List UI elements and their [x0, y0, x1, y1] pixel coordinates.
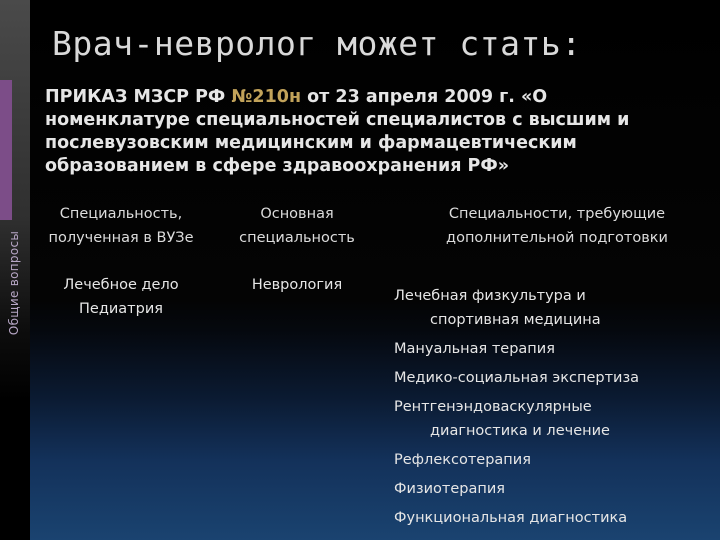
list-item: Педиатрия: [79, 301, 163, 317]
header-line: специальность: [239, 230, 355, 246]
list-item-line: Физиотерапия: [394, 481, 505, 497]
list-item-line: Рентгенэндоваскулярные: [394, 399, 592, 415]
header-line: дополнительной подготовки: [446, 230, 668, 246]
header-line: Специальности, требующие: [448, 206, 666, 222]
list-item: Неврология: [251, 277, 343, 293]
list-item: [394, 366, 712, 390]
sidebar-accent: [0, 80, 12, 220]
list-item-line: Мануальная терапия: [394, 341, 555, 357]
list-item: [394, 395, 712, 443]
university-specialties-cell: [36, 273, 206, 321]
list-item-line: Медико-социальная экспертиза: [394, 370, 640, 386]
list-item: [394, 506, 712, 530]
column-header-additional-specialties: [412, 202, 702, 250]
list-item-continuation: спортивная медицина: [430, 312, 601, 328]
slide-title: Врач-невролог может стать:: [52, 24, 582, 63]
order-text-post: от 23 апреля 2009 г. «О номенклатуре специальностей специалистов с высшим и послевузовским медицинским и фармацевтическим образованием в сфере здравоохранения РФ»: [45, 87, 630, 176]
list-item-line: Функциональная диагностика: [394, 510, 628, 526]
additional-specialties-list: [394, 284, 712, 535]
main-specialty-cell: [222, 273, 372, 297]
list-item-line: Лечебная физкультура и: [394, 288, 586, 304]
header-line: Специальность,: [59, 206, 183, 222]
sidebar-label: Общие вопросы: [7, 230, 21, 336]
header-line: Основная: [260, 206, 334, 222]
order-text-pre: ПРИКАЗ МЗСР РФ: [45, 87, 232, 107]
list-item: Лечебное дело: [63, 277, 179, 293]
header-line: полученная в ВУЗе: [48, 230, 194, 246]
order-reference: [45, 86, 695, 178]
order-number: №210н: [231, 87, 302, 107]
list-item: [394, 337, 712, 361]
list-item: [394, 284, 712, 332]
column-header-main-specialty: [222, 202, 372, 250]
list-item-continuation: диагностика и лечение: [430, 423, 610, 439]
list-item: [394, 477, 712, 501]
list-item-line: Рефлексотерапия: [394, 452, 531, 468]
column-header-university-specialty: [36, 202, 206, 250]
list-item: [394, 448, 712, 472]
